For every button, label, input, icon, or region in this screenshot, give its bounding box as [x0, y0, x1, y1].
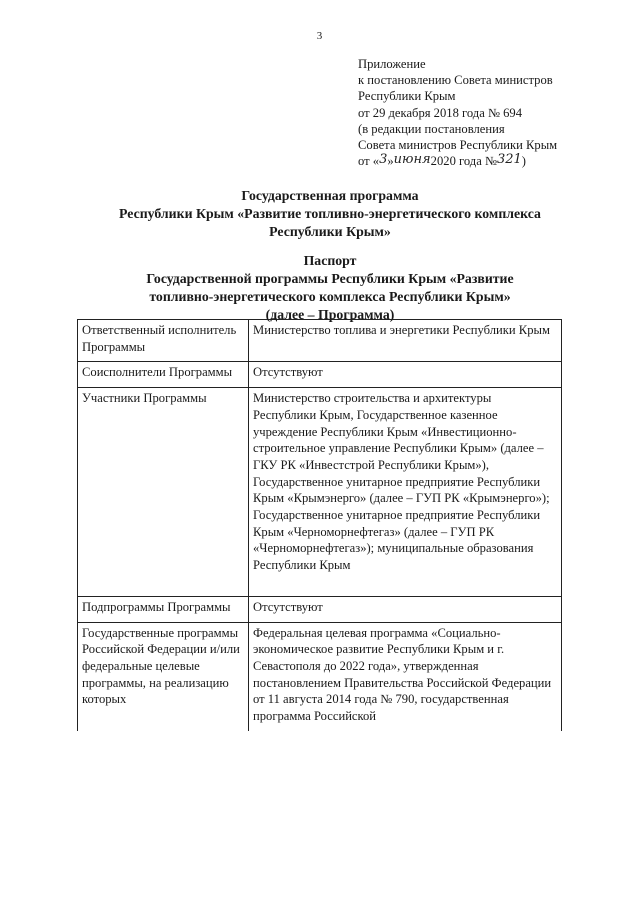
- title-line: Республики Крым»: [269, 224, 391, 239]
- appendix-line: к постановлению Совета министров: [358, 73, 553, 88]
- handwritten-month: июня: [393, 152, 431, 168]
- table-row: [78, 596, 562, 622]
- passport-table: [77, 319, 562, 731]
- appendix-date-line: от «3»июня2020 года №321): [358, 152, 526, 169]
- date-mid: »: [387, 154, 394, 169]
- row-label: Государственные программы Российской Федерации и/или федеральные целевые программы, на реализацию которых: [78, 622, 249, 731]
- appendix-block: [358, 56, 557, 170]
- table-row: [78, 622, 562, 731]
- program-title: [60, 187, 600, 241]
- date-prefix: от «: [358, 154, 380, 169]
- row-value: Федеральная целевая программа «Социально-экономическое развитие Республики Крым и г. Севастополя до 2022 года», утвержденная постановлением Правительства Российской Федерации от 11 августа 2014 года № 790, государственная программа Российской: [249, 622, 562, 731]
- date-year: 2020 года №: [430, 154, 497, 169]
- row-value: Министерство строительства и архитектуры Республики Крым, Государственное казенное учреждение Республики Крым «Инвестиционно-строительное управление Республики Крым» (далее – ГКУ РК «Инвестстрой Республики Крым»), Государственное унитарное предприятие Республики Крым «Крымэнерго» (далее – ГУП РК «Крымэнерго»); Государственное унитарное предприятие Республики Крым «Черноморнефтегаз» (далее – ГУП РК «Черноморнефтегаз»); муниципальные образования Республики Крым: [249, 388, 562, 597]
- appendix-line: от 29 декабря 2018 года № 694: [358, 105, 523, 120]
- passport-heading: [60, 252, 600, 324]
- appendix-line: Приложение: [358, 57, 426, 71]
- passport-line: топливно-энергетического комплекса Республики Крым»: [149, 289, 511, 304]
- passport-line: Паспорт: [303, 253, 357, 268]
- table-row: [78, 320, 562, 362]
- title-line: Государственная программа: [241, 188, 419, 203]
- row-label: Ответственный исполнитель Программы: [78, 320, 249, 362]
- passport-line: Государственной программы Республики Крым «Развитие: [146, 271, 514, 286]
- table-row: [78, 362, 562, 388]
- row-value: Отсутствуют: [249, 362, 562, 388]
- handwritten-day: 3: [379, 152, 388, 168]
- row-label: Подпрограммы Программы: [78, 596, 249, 622]
- appendix-line: (в редакции постановления: [358, 121, 505, 136]
- row-value: Отсутствуют: [249, 596, 562, 622]
- table-row: [78, 388, 562, 597]
- passport-line: (далее – Программа): [265, 307, 395, 322]
- appendix-line: Совета министров Республики Крым: [358, 138, 558, 153]
- page-number: 3: [316, 30, 323, 42]
- row-label: Соисполнители Программы: [78, 362, 249, 388]
- appendix-line: Республики Крым: [358, 89, 456, 104]
- row-label: Участники Программы: [78, 388, 249, 597]
- handwritten-number: 321: [496, 152, 522, 168]
- row-value: Министерство топлива и энергетики Республики Крым: [249, 320, 562, 362]
- title-line: Республики Крым «Развитие топливно-энергетического комплекса: [119, 206, 541, 221]
